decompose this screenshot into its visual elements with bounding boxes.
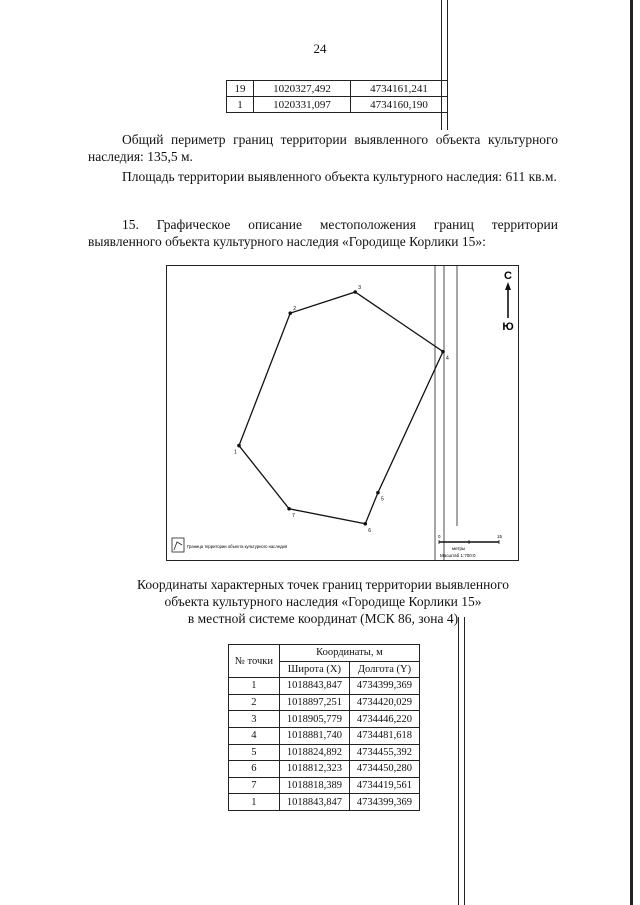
column-header-latitude: Широта (X)	[279, 661, 349, 678]
table-row	[227, 97, 448, 113]
longitude-cell: 4734455,392	[349, 744, 419, 761]
coordinates-caption-line: Координаты характерных точек границ территории выявленного	[136, 577, 509, 592]
point-number-cell: 6	[229, 761, 280, 778]
point-number-cell: 4	[229, 727, 280, 744]
page-number: 24	[313, 41, 327, 56]
legend-boundary-icon	[174, 542, 182, 550]
latitude-cell: 1020331,097	[253, 97, 350, 113]
perimeter-paragraph	[88, 131, 558, 165]
longitude-cell: 4734161,241	[350, 81, 447, 97]
table-row	[229, 761, 420, 778]
longitude-cell: 4734419,561	[349, 777, 419, 794]
table-row	[229, 678, 420, 695]
latitude-cell: 1018905,779	[279, 711, 349, 728]
previous-coordinates-table	[226, 80, 448, 113]
longitude-cell: 4734399,369	[349, 678, 419, 695]
boundary-point	[441, 350, 445, 354]
point-number-cell: 3	[229, 711, 280, 728]
boundary-point-label: 1	[234, 449, 237, 456]
section-heading-paragraph	[88, 216, 558, 250]
boundary-point	[376, 491, 380, 495]
scale-bar	[438, 534, 503, 558]
north-label: С	[504, 270, 512, 282]
longitude-cell: 4734450,280	[349, 761, 419, 778]
point-number-cell: 2	[229, 694, 280, 711]
longitude-cell: 4734399,369	[349, 794, 419, 811]
boundary-point	[288, 311, 292, 315]
boundary-point	[287, 507, 291, 511]
latitude-cell: 1018818,389	[279, 777, 349, 794]
coordinates-caption-line: объекта культурного наследия «Городище Корлики 15»	[164, 594, 482, 609]
table-row	[229, 694, 420, 711]
latitude-cell: 1018824,892	[279, 744, 349, 761]
boundary-point-label: 3	[358, 285, 361, 291]
section-text: 15. Графическое описание местоположения границ территории выявленного объекта культурного наследия «Городище Корлики 15»:	[88, 217, 558, 249]
south-label: Ю	[502, 321, 514, 333]
scan-border-line	[458, 617, 459, 905]
scale-zero-label: 0	[438, 534, 441, 539]
boundary-point-label: 7	[292, 512, 295, 519]
latitude-cell: 1018897,251	[279, 694, 349, 711]
boundary-point	[363, 522, 367, 526]
boundary-point-label: 4	[446, 355, 449, 362]
table-row	[229, 727, 420, 744]
point-number-cell: 19	[227, 81, 254, 97]
latitude-cell: 1018843,847	[279, 794, 349, 811]
point-number-cell: 1	[227, 97, 254, 113]
boundary-line	[239, 292, 443, 524]
table-row	[229, 777, 420, 794]
latitude-cell: 1018881,740	[279, 727, 349, 744]
longitude-cell: 4734481,618	[349, 727, 419, 744]
north-arrow-icon	[502, 270, 513, 333]
legend-text: Граница территории объекта культурного наследия	[187, 544, 288, 549]
point-number-cell: 5	[229, 744, 280, 761]
latitude-cell: 1018843,847	[279, 678, 349, 695]
boundary-polygon	[234, 285, 449, 534]
table-row	[229, 711, 420, 728]
column-header-coordinates: Координаты, м	[279, 645, 419, 662]
longitude-cell: 4734160,190	[350, 97, 447, 113]
longitude-cell: 4734446,220	[349, 711, 419, 728]
latitude-cell: 1020327,492	[253, 81, 350, 97]
boundary-point-label: 5	[380, 496, 384, 503]
point-number-cell: 1	[229, 678, 280, 695]
column-header-longitude: Долгота (Y)	[349, 661, 419, 678]
map-legend	[172, 538, 287, 552]
point-number-cell: 7	[229, 777, 280, 794]
area-text: Площадь территории выявленного объекта культурного наследия: 611 кв.м.	[122, 169, 557, 184]
scale-text: Масштаб 1:700:0	[440, 553, 476, 558]
scan-border-line	[630, 0, 633, 905]
scale-unit-label: метры	[452, 546, 466, 551]
scan-border-line	[464, 617, 465, 905]
latitude-cell: 1018812,323	[279, 761, 349, 778]
boundary-point	[353, 290, 357, 294]
boundary-point-label: 6	[368, 527, 372, 534]
table-row	[229, 794, 420, 811]
perimeter-text: Общий периметр границ территории выявленного объекта культурного наследия: 135,5 м.	[88, 132, 558, 164]
boundary-map	[166, 265, 519, 561]
coordinates-caption-line: в местной системе координат (МСК 86, зона 4)	[187, 611, 459, 626]
point-number-cell: 1	[229, 794, 280, 811]
area-paragraph	[88, 168, 558, 185]
table-row	[227, 81, 448, 97]
map-canvas	[167, 266, 518, 560]
scale-max-label: 15	[497, 534, 503, 539]
boundary-point-label: 2	[293, 306, 297, 313]
coordinates-caption	[88, 576, 558, 627]
coordinates-table	[228, 644, 420, 811]
longitude-cell: 4734420,029	[349, 694, 419, 711]
table-row	[229, 744, 420, 761]
boundary-point	[237, 444, 241, 448]
column-header-point: № точки	[229, 645, 280, 678]
